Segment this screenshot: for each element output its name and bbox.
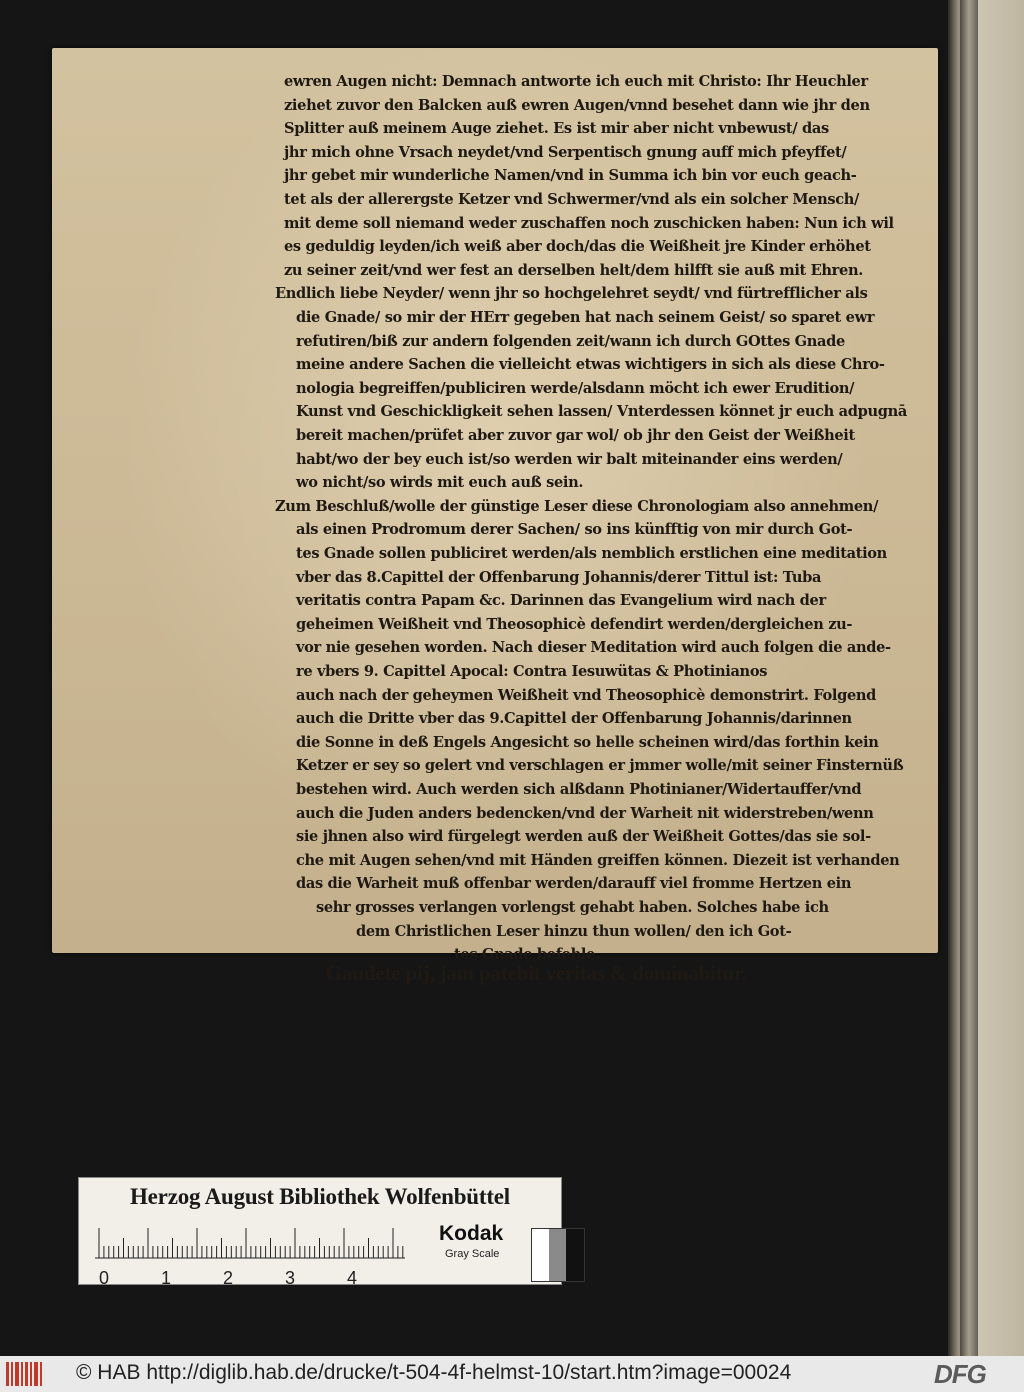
text-line: Zum Beschluß/wolle der günstige Leser diese Chronologiam also annehmen/ <box>275 497 879 515</box>
text-line: das die Warheit muß offenbar werden/darauff viel fromme Hertzen ein <box>296 875 852 893</box>
text-line: Ketzer er sey so gelert vnd verschlagen er jmmer wolle/mit seiner Finsternüß <box>296 757 904 775</box>
text-line: Endlich liebe Neyder/ wenn jhr so hochgelehret seydt/ vnd fürtrefflicher als <box>275 285 868 303</box>
kodak-brand: Kodak <box>439 1222 504 1245</box>
dfg-logo: DFG <box>934 1359 986 1389</box>
text-line: ewren Augen nicht: Demnach antworte ich euch mit Christo: Ihr Heuchler <box>284 73 868 90</box>
text-line: auch die Dritte vber das 9.Capittel der Offenbarung Johannis/darinnen <box>296 710 852 728</box>
text-line: Splitter auß meinem Auge ziehet. Es ist mir aber nicht vnbewust/ das <box>284 120 829 138</box>
ruler-number: 4 <box>347 1268 358 1288</box>
text-line: tes Gnade sollen publiciret werden/als nemblich erstlichen eine meditation <box>296 545 887 562</box>
gray-scale-caption: Gray Scale <box>445 1248 500 1260</box>
text-line: refutiren/biß zur andern folgenden zeit/wann ich durch GOttes Gnade <box>296 332 845 350</box>
text-line: als einen Prodromum derer Sachen/ so ins künfftig von mir durch Got- <box>296 521 853 539</box>
footer-copyright-link[interactable]: © HAB http://diglib.hab.de/drucke/t-504-4f-helmst-10/start.htm?image=00024 <box>76 1361 792 1384</box>
text-line: tet als der allerergste Ketzer vnd Schwermer/vnd als ein solcher Mensch/ <box>284 191 859 208</box>
book-page <box>52 48 938 964</box>
text-line: veritatis contra Papam &c. Darinnen das Evangelium wird nach der <box>296 592 826 610</box>
neighbor-page-fold <box>960 0 978 1356</box>
text-line: re vbers 9. Capittel Apocal: Contra Iesuwütas & Photinianos <box>296 663 768 680</box>
text-line: jhr mich ohne Vrsach neydet/vnd Serpentisch gnung auff mich pfeyffet/ <box>284 143 847 161</box>
ruler-number: 0 <box>99 1268 110 1288</box>
text-line: habt/wo der bey euch ist/so werden wir balt miteinander eins werden/ <box>296 450 843 468</box>
library-color-chart-label <box>78 1177 562 1288</box>
page-motto: Gaudete pij, jam patebit veritas & dominabitur. <box>326 961 747 985</box>
library-name: Herzog August Bibliothek Wolfenbüttel <box>129 1184 511 1209</box>
text-line: mit deme soll niemand weder zuschaffen noch zuschicken haben: Nun ich wil <box>284 214 894 232</box>
text-line: vor nie gesehen worden. Nach dieser Meditation wird auch folgen die ande- <box>296 639 891 657</box>
text-line: sehr grosses verlangen vorlengst gehabt haben. Solches habe ich <box>316 899 829 916</box>
text-line: bestehen wird. Auch werden sich alßdann Photinianer/Widertauffer/vnd <box>296 781 862 798</box>
text-line: vber das 8.Capittel der Offenbarung Johannis/derer Tittul ist: Tuba <box>296 568 822 586</box>
ruler-number: 2 <box>223 1268 234 1288</box>
text-line: es geduldig leyden/ich weiß aber doch/das die Weißheit jre Kinder erhöhet <box>284 238 871 256</box>
measurement-ruler <box>95 1222 405 1262</box>
text-line: wo nicht/so wirds mit euch auß sein. <box>296 474 584 492</box>
barcode-icon <box>6 1362 46 1386</box>
text-line: dem Christlichen Leser hinzu thun wollen/ den ich Got- <box>356 922 792 940</box>
page-text-block <box>52 48 938 964</box>
footer-bar <box>0 1356 1024 1392</box>
text-line: che mit Augen sehen/vnd mit Händen greiffen können. Diezeit ist verhanden <box>296 851 900 869</box>
text-line: die Gnade/ so mir der HErr gegeben hat nach seinem Geist/ so sparet ewr <box>296 309 875 326</box>
text-line: sie jhnen also wird fürgelegt werden auß der Weißheit Gottes/das sie sol- <box>296 828 871 846</box>
text-line: meine andere Sachen die vielleicht etwas wichtigers in sich als diese Chro- <box>296 356 885 374</box>
text-line: auch die Juden anders bedencken/vnd der Warheit nit widerstreben/wenn <box>296 804 874 822</box>
text-line: die Sonne in deß Engels Angesicht so helle scheinen wird/das forthin kein <box>296 733 879 751</box>
text-line: geheimen Weißheit vnd Theosophicè defendirt werden/dergleichen zu- <box>296 615 853 633</box>
text-line: ziehet zuvor den Balcken auß ewren Augen/vnnd besehet dann wie jhr den <box>284 96 870 114</box>
ruler-number: 1 <box>161 1268 172 1288</box>
ruler-number: 3 <box>285 1268 296 1288</box>
gray-scale-swatch <box>531 1228 585 1282</box>
text-line: nologia begreiffen/publiciren werde/alsdann möcht ich ewer Erudition/ <box>296 379 855 397</box>
text-line: Kunst vnd Geschickligkeit sehen lassen/ Vnterdessen könnet jr euch adpugnā <box>296 403 907 421</box>
text-line: zu seiner zeit/vnd wer fest an derselben helt/dem hilfft sie auß mit Ehren. <box>284 261 863 279</box>
text-line: bereit machen/prüfet aber zuvor gar wol/ ob jhr den Geist der Weißheit <box>296 427 855 444</box>
text-line: tes Gnade befehle. <box>454 946 600 964</box>
text-line: auch nach der geheymen Weißheit vnd Theosophicè demonstrirt. Folgend <box>296 686 877 704</box>
text-line: jhr gebet mir wunderliche Namen/vnd in Summa ich bin vor euch geach- <box>284 167 857 185</box>
